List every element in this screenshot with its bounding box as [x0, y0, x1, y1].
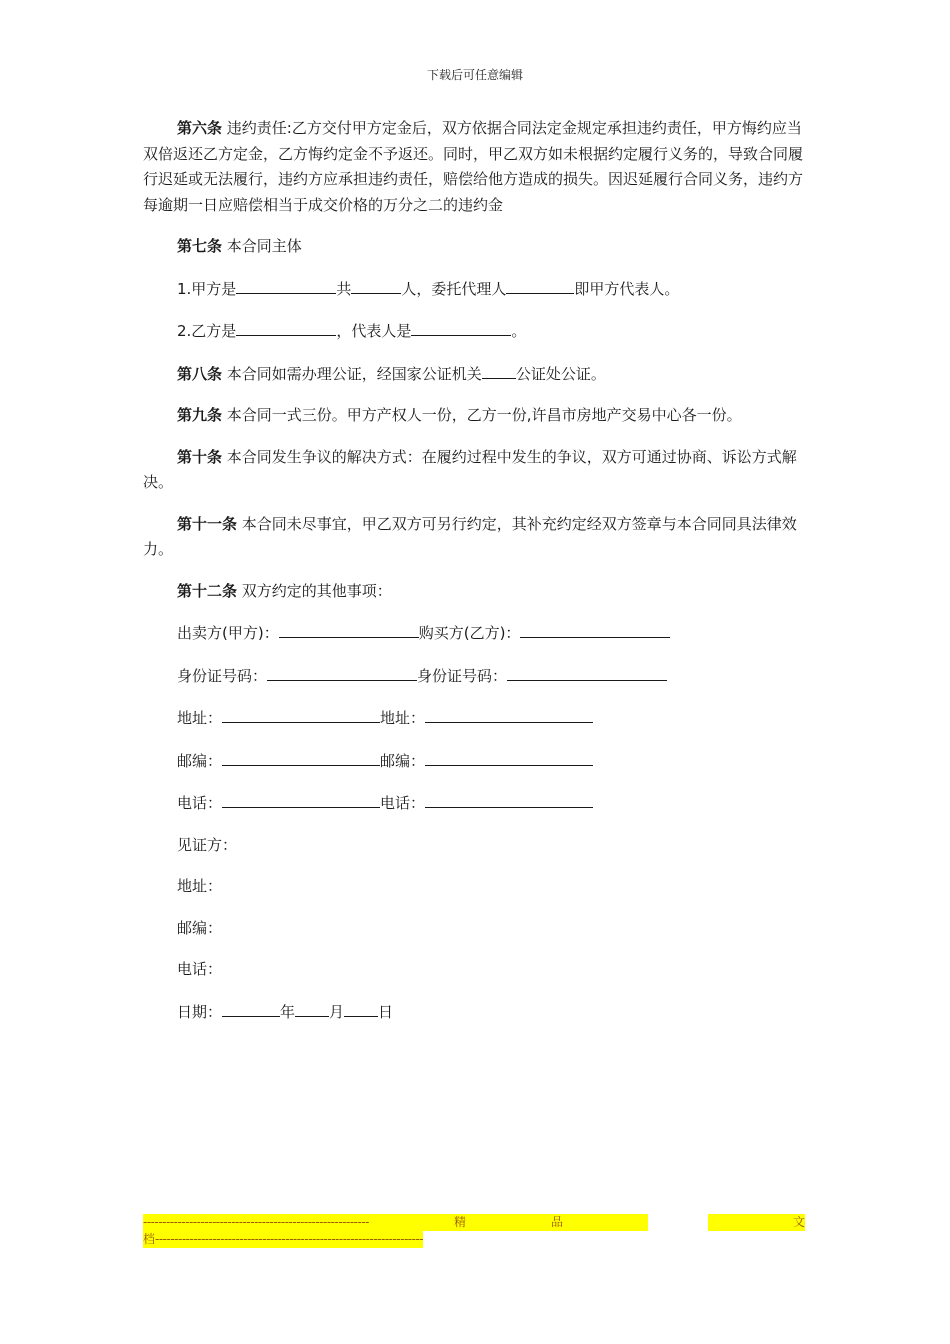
address-line	[177, 705, 805, 732]
page-header: 下载后可任意编辑	[426, 68, 523, 82]
buyer-zip-blank[interactable]	[425, 748, 593, 766]
article-label: 第八条	[177, 364, 223, 383]
article-label: 第十一条	[177, 514, 238, 533]
witness-zip-label: 邮编：	[177, 918, 223, 937]
article-label: 第六条	[177, 119, 223, 137]
id-line	[177, 663, 805, 690]
agent-blank[interactable]	[506, 276, 574, 294]
party-b-label: 2.乙方是	[177, 322, 237, 340]
seller-label: 出卖方(甲方)：	[177, 624, 279, 642]
page-footer	[143, 1214, 805, 1248]
party-a-label: 1.甲方是	[177, 279, 237, 298]
article-6	[143, 116, 805, 218]
buyer-phone-blank[interactable]	[425, 790, 593, 808]
article-label: 第九条	[177, 406, 223, 424]
zip-line	[177, 748, 805, 775]
year-blank[interactable]	[222, 999, 280, 1017]
seller-phone-blank[interactable]	[222, 790, 380, 808]
buyer-address-label: 地址：	[380, 709, 426, 727]
footer-char: 精	[453, 1215, 466, 1229]
seller-phone-label: 电话：	[177, 794, 223, 812]
month-blank[interactable]	[295, 999, 329, 1017]
party-a-blank[interactable]	[236, 276, 336, 294]
article-label: 第十条	[177, 447, 223, 466]
buyer-label: 购买方(乙方)：	[418, 624, 521, 642]
buyer-id-blank[interactable]	[507, 663, 667, 681]
buyer-zip-label: 邮编：	[380, 751, 426, 770]
seller-buyer-line	[177, 620, 805, 647]
footer-dashes: ----------------------------------------------------------------------	[155, 1232, 424, 1246]
article-text: 本合同主体	[226, 237, 302, 255]
article-9	[177, 403, 805, 429]
article-text: 双方约定的其他事项：	[241, 581, 392, 600]
party-b-rep-label: ，代表人是	[336, 322, 412, 340]
day-blank[interactable]	[344, 999, 378, 1017]
buyer-phone-label: 电话：	[380, 794, 426, 812]
article-text: 本合同发生争议的解决方式：在履约过程中发生的争议，双方可通过协商、诉讼方式解决。	[143, 447, 797, 491]
article-8	[177, 361, 805, 388]
year-label: 年	[280, 1002, 296, 1021]
seller-id-label: 身份证号码：	[177, 666, 268, 685]
party-a-count-blank[interactable]	[351, 276, 401, 294]
article-label: 第十二条	[177, 581, 238, 600]
representative-note: 即甲方代表人。	[574, 279, 680, 298]
seller-blank[interactable]	[279, 620, 419, 638]
date-line	[177, 999, 805, 1026]
seller-zip-blank[interactable]	[222, 748, 380, 766]
footer-line-2	[143, 1231, 423, 1248]
party-b-line	[177, 318, 805, 345]
footer-dashes: -----------------------------------------------------------	[143, 1215, 369, 1229]
article-7	[143, 234, 805, 260]
article-text: 违约责任:乙方交付甲方定金后，双方依据合同法定金规定承担违约责任，甲方悔约应当双倍返还乙方定金，乙方悔约定金不予返还。同时，甲乙双方如未根据约定履行义务的，导致合同履行迟延或无法履行，违约方应承担违约责任，赔偿给他方造成的损失。因迟延履行合同义务，违约方每逾期一日应赔偿相当于成交价格的万分之二的违约金	[143, 119, 804, 214]
footer-char: 品	[550, 1215, 563, 1229]
day-label: 日	[378, 1002, 394, 1021]
party-b-rep-blank[interactable]	[411, 318, 511, 336]
buyer-address-blank[interactable]	[425, 705, 593, 723]
notary-blank[interactable]	[482, 361, 516, 379]
article-11	[143, 512, 805, 563]
period: 。	[511, 322, 527, 340]
footer-char: 档	[143, 1232, 156, 1246]
party-a-count-label: 共	[336, 279, 352, 298]
contract-body	[143, 116, 805, 1041]
article-text: 本合同如需办理公证，经国家公证机关	[226, 364, 482, 383]
witness-phone-label: 电话：	[177, 960, 223, 978]
agent-label: 人，委托代理人	[401, 279, 507, 298]
buyer-blank[interactable]	[520, 620, 670, 638]
article-text: 本合同未尽事宜，甲乙双方可另行约定，其补充约定经双方签章与本合同同具法律效力。	[143, 514, 797, 558]
phone-line	[177, 790, 805, 817]
witness-label: 见证方：	[177, 835, 238, 854]
seller-id-blank[interactable]	[267, 663, 417, 681]
footer-char: 文	[792, 1215, 805, 1229]
seller-address-label: 地址：	[177, 709, 223, 727]
article-10	[143, 445, 805, 496]
party-a-line	[177, 276, 805, 303]
witness-address-label: 地址：	[177, 877, 223, 895]
article-text-end: 公证处公证。	[515, 364, 606, 383]
party-b-blank[interactable]	[236, 318, 336, 336]
seller-address-blank[interactable]	[222, 705, 380, 723]
article-12	[177, 579, 805, 605]
date-label: 日期：	[177, 1002, 223, 1021]
article-text: 本合同一式三份。甲方产权人一份，乙方一份,许昌市房地产交易中心各一份。	[226, 406, 742, 424]
footer-line-1	[143, 1214, 805, 1231]
buyer-id-label: 身份证号码：	[417, 666, 508, 685]
seller-zip-label: 邮编：	[177, 751, 223, 770]
month-label: 月	[329, 1002, 345, 1021]
article-label: 第七条	[177, 237, 223, 255]
